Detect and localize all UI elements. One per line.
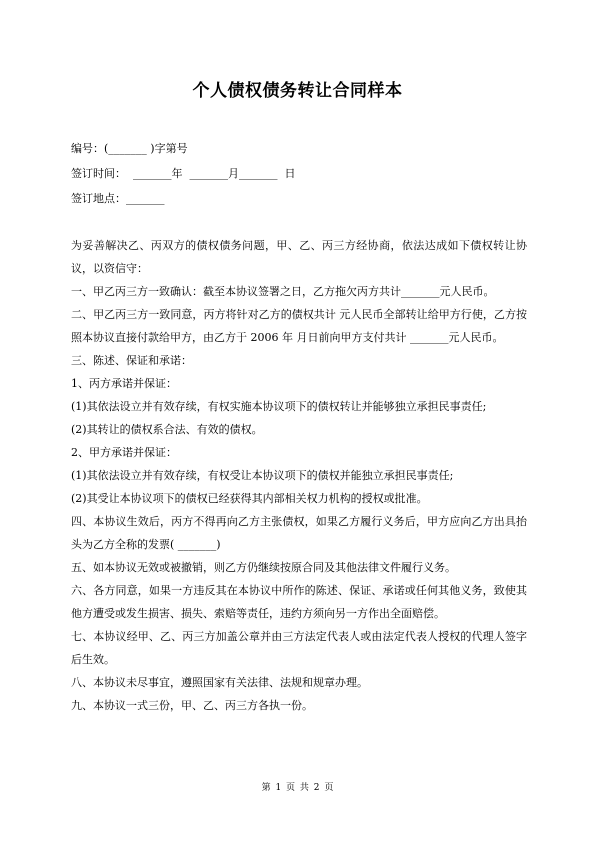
clause-3-1-heading: 1、丙方承诺并保证： <box>71 377 177 390</box>
clause-6: 六、各方同意，如果一方违反其在本协议中所作的陈述、保证、承诺或任何其他义务，致使其他方遭受或发生损害、损失、索赔等责任，违约方须向另一方作出全面赔偿。 <box>71 584 527 620</box>
clause-3-2-item-1: (1)其依法设立并有效存续，有权受让本协议项下的债权并能独立承担民事责任; <box>71 469 454 482</box>
clause-3-1-item-2: (2)其转让的债权系合法、有效的债权。 <box>71 423 263 436</box>
sign-place-line: 签订地点：_______ <box>71 192 165 205</box>
contract-body <box>71 234 527 717</box>
sign-time-line: 签订时间： _______年 _______月_______ 日 <box>71 167 296 180</box>
clause-3-heading: 三、陈述、保证和承诺： <box>71 354 192 367</box>
contract-number-line: 编号：(_______ )字第号 <box>71 142 188 155</box>
clause-5: 五、如本协议无效或被撤销，则乙方仍继续按原合同及其他法律文件履行义务。 <box>71 561 456 574</box>
clause-9: 九、本协议一式三份，甲、乙、丙三方各执一份。 <box>71 699 313 712</box>
clause-4: 四、本协议生效后，丙方不得再向乙方主张债权，如果乙方履行义务后，甲方应向乙方出具抬头为乙方全称的发票( _______) <box>71 515 527 551</box>
page-footer: 第 1 页 共 2 页 <box>261 783 334 793</box>
clause-3-2-item-2: (2)其受让本协议项下的债权已经获得其内部相关权力机构的授权或批准。 <box>71 492 428 505</box>
clause-2: 二、甲乙丙三方一致同意，丙方将针对乙方的债权共计 元人民币全部转让给甲方行使，乙方按照本协议直接付款给甲方，由乙方于 2006 年 月日前向甲方支付共计 _______元人民币。 <box>71 308 527 344</box>
clause-7: 七、本协议经甲、乙、丙三方加盖公章并由三方法定代表人或由法定代表人授权的代理人签字后生效。 <box>71 630 527 666</box>
clause-8: 八、本协议未尽事宜，遵照国家有关法律、法规和规章办理。 <box>71 676 368 689</box>
clause-3-1-item-1: (1)其依法设立并有效存续，有权实施本协议项下的债权转让并能够独立承担民事责任; <box>71 400 487 413</box>
document-title: 个人债权债务转让合同样本 <box>192 81 403 101</box>
intro-paragraph: 为妥善解决乙、丙双方的债权债务问题，甲、乙、丙三方经协商，依法达成如下债权转让协议，以资信守： <box>71 239 527 275</box>
clause-1: 一、甲乙丙三方一致确认：截至本协议签署之日，乙方拖欠丙方共计_______元人民币。 <box>71 285 495 298</box>
clause-3-2-heading: 2、甲方承诺并保证： <box>71 446 177 459</box>
